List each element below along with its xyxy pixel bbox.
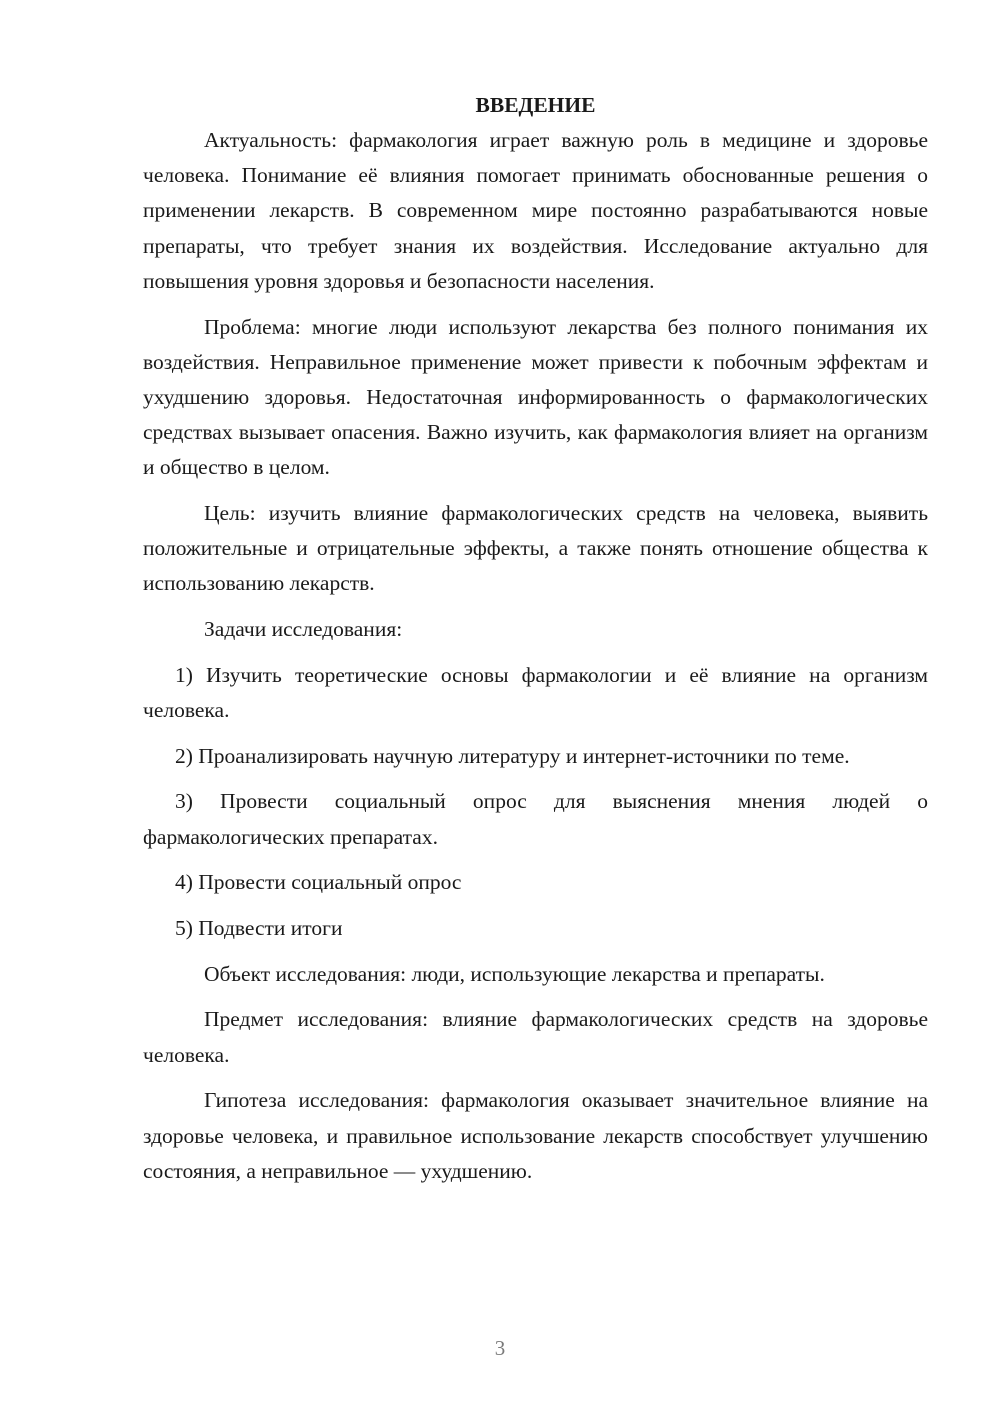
- page-number: 3: [494, 1336, 506, 1360]
- list-item-task-2: 2) Проанализировать научную литературу и интернет-источники по теме.: [175, 743, 850, 768]
- list-item-task-1: 1) Изучить теоретические основы фармакологии и её влияние на организм человека.: [143, 662, 928, 723]
- section-title: ВВЕДЕНИЕ: [475, 93, 596, 117]
- list-item-task-3: 3) Провести социальный опрос для выяснения мнения людей о фармакологических препаратах.: [143, 789, 928, 849]
- list-item-task-5: 5) Подвести итоги: [175, 916, 343, 941]
- paragraph-tasks-heading: Задачи исследования:: [204, 617, 403, 642]
- list-item-task-4: 4) Провести социальный опрос: [175, 870, 462, 895]
- paragraph-hypothesis: Гипотеза исследования: фармакология оказывает значительное влияние на здоровье человека, и правильное использование лекарств способствует улучшению состояния, а неправильное — ухудшению.: [143, 1088, 928, 1183]
- paragraph-goal: Цель: изучить влияние фармакологических средств на человека, выявить положительные и отрицательные эффекты, а также понять отношение общества к использованию лекарств.: [143, 501, 928, 596]
- paragraph-problem: Проблема: многие люди используют лекарства без полного понимания их воздействия. Неправильное применение может привести к побочным эффектам и ухудшению здоровья. Недостаточная информированность о фармакологических средствах вызывает опасения. Важно изучить, как фармакология влияет на организм и общество в целом.: [143, 314, 928, 480]
- paragraph-object: Объект исследования: люди, использующие лекарства и препараты.: [204, 961, 825, 986]
- paragraph-subject: Предмет исследования: влияние фармакологических средств на здоровье человека.: [143, 1007, 928, 1067]
- paragraph-relevance: Актуальность: фармакология играет важную роль в медицине и здоровье человека. Понимание её влияния помогает принимать обоснованные решения о применении лекарств. В современном мире постоянно разрабатываются новые препараты, что требует знания их воздействия. Исследование актуально для повышения уровня здоровья и безопасности населения.: [143, 128, 928, 293]
- document-page: [143, 88, 928, 1199]
